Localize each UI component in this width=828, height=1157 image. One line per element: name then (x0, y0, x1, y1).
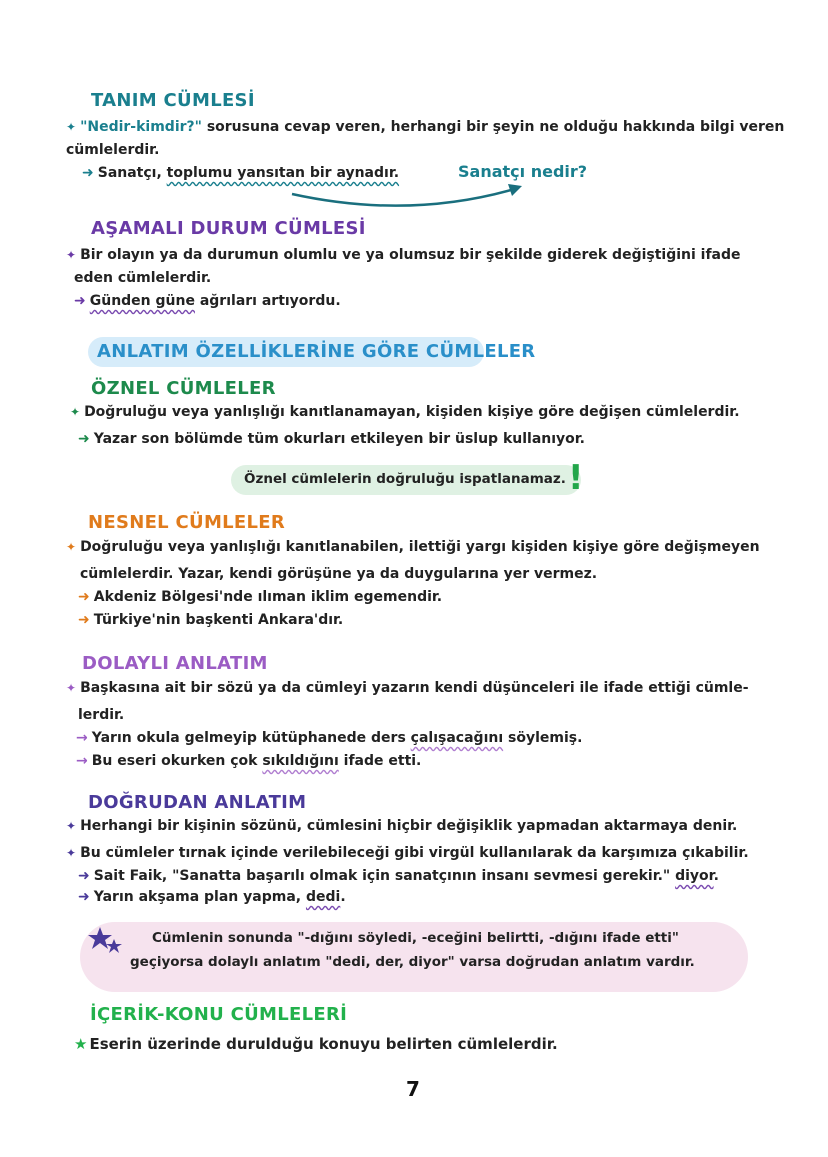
dogrudan-example1-pre: Sait Faik, "Sanatta başarılı olmak için sanatçının insanı sevmesi gerekir." (93, 868, 676, 884)
dogrudan-example1-underlined: diyor (675, 868, 714, 884)
arrow-right-icon: ➜ (78, 431, 90, 447)
dolayli-example2-underlined: sıkıldığını (262, 753, 339, 769)
asamali-line2: eden cümlelerdir. (74, 270, 212, 286)
sparkle-icon: ✦ (66, 819, 77, 833)
tanim-line1-rest: sorusuna cevap veren, herhangi bir şeyin ne olduğu hakkında bilgi veren (201, 119, 785, 135)
sparkle-icon: ✦ (70, 405, 81, 419)
dogrudan-line2 (66, 845, 749, 861)
dolayli-example1 (76, 730, 582, 746)
heading-oznel: ÖZNEL CÜMLELER (91, 378, 276, 399)
dogrudan-example1 (78, 868, 719, 884)
sparkle-icon: ✦ (66, 681, 77, 695)
nesnel-example2 (78, 612, 343, 628)
arrow-right-icon: → (76, 730, 88, 746)
dolayli-example1-pre: Yarın okula gelmeyip kütüphanede ders (91, 730, 411, 746)
icerik-line1-text: Eserin üzerinde durulduğu konuyu belirten cümlelerdir. (89, 1035, 558, 1053)
asamali-example-rest: ağrıları artıyordu. (194, 293, 341, 309)
icerik-line1 (74, 1035, 558, 1053)
nesnel-line2: cümlelerdir. Yazar, kendi görüşüne ya da duygularına yer vermez. (80, 566, 598, 582)
arrow-right-icon: ➜ (78, 868, 90, 884)
sparkle-icon: ✦ (66, 540, 77, 554)
sparkle-icon: ✦ (66, 846, 77, 860)
dogrudan-line2-text: Bu cümleler tırnak içinde verilebileceği gibi virgül kullanılarak da karşımıza çıkabilir. (80, 845, 749, 861)
heading-asamali: AŞAMALI DURUM CÜMLESİ (91, 218, 366, 239)
heading-nesnel: NESNEL CÜMLELER (88, 512, 286, 533)
nesnel-line1 (66, 539, 760, 555)
nesnel-line1-text: Doğruluğu veya yanlışlığı kanıtlanabilen, ilettiği yargı kişiden kişiye göre değişmeyen (80, 539, 760, 555)
heading-icerik: İÇERİK-KONU CÜMLELERİ (90, 1004, 348, 1025)
asamali-example (74, 293, 341, 309)
dolayli-example1-underlined: çalışacağını (410, 730, 504, 746)
arrow-right-icon: ➜ (74, 293, 86, 309)
arrow-right-icon: ➜ (82, 165, 94, 181)
heading-tanim: TANIM CÜMLESİ (91, 90, 255, 111)
dogrudan-example2-post: . (340, 889, 346, 905)
dolayli-example1-post: söylemiş. (503, 730, 583, 746)
dolayli-example2-pre: Bu eseri okurken çok (91, 753, 263, 769)
curved-arrow-icon (290, 180, 530, 212)
nesnel-example1 (78, 589, 442, 605)
tanim-example (82, 165, 399, 181)
asamali-example-underlined: Günden güne (89, 293, 195, 309)
oznel-example-text: Yazar son bölümde tüm okurları etkileyen bir üslup kullanıyor. (93, 431, 585, 447)
exclamation-icon: ! (568, 458, 584, 498)
arrow-right-icon: ➜ (78, 612, 90, 628)
dolayli-line1-text: Başkasına ait bir sözü ya da cümleyi yazarın kendi düşünceleri ile ifade ettiği cümle- (80, 680, 749, 696)
dogrudan-line1 (66, 818, 737, 834)
dolayli-line1 (66, 680, 749, 696)
dogrudan-example1-post: . (713, 868, 719, 884)
dogrudan-example2-underlined: dedi (305, 889, 341, 905)
star-icon: ★ (74, 1035, 88, 1053)
anlatim-banner: ANLATIM ÖZELLİKLERİNE GÖRE CÜMLELER (97, 341, 536, 362)
dolayli-example2-post: ifade etti. (338, 753, 422, 769)
arrow-right-icon: → (76, 753, 88, 769)
arrow-right-icon: ➜ (78, 889, 90, 905)
tanim-example-underlined: toplumu yansıtan bir aynadır. (166, 165, 400, 181)
dogrudan-line1-text: Herhangi bir kişinin sözünü, cümlesini hiçbir değişiklik yapmadan aktarmaya denir. (80, 818, 738, 834)
tanim-line1 (66, 119, 784, 135)
tanim-example-pre: Sanatçı, (97, 165, 167, 181)
tip-line2: geçiyorsa dolaylı anlatım "dedi, der, diyor" varsa doğrudan anlatım vardır. (130, 954, 695, 970)
dolayli-example2 (76, 753, 421, 769)
tanim-question: "Nedir-kimdir?" (80, 119, 202, 135)
asamali-line1 (66, 247, 741, 263)
oznel-note: Öznel cümlelerin doğruluğu ispatlanamaz. (244, 471, 566, 487)
arrow-right-icon: ➜ (78, 589, 90, 605)
sparkle-icon: ✦ (66, 120, 77, 134)
dogrudan-example2-pre: Yarın akşama plan yapma, (93, 889, 306, 905)
tip-line1: Cümlenin sonunda "-dığını söyledi, -eceğini belirtti, -dığını ifade etti" (152, 930, 679, 946)
sparkle-icon: ✦ (66, 248, 77, 262)
dolayli-line2: lerdir. (78, 707, 125, 723)
heading-dogrudan: DOĞRUDAN ANLATIM (88, 792, 307, 813)
page-number: 7 (406, 1077, 420, 1101)
nesnel-example1-text: Akdeniz Bölgesi'nde ılıman iklim egemendir. (93, 589, 443, 605)
tanim-side-note: Sanatçı nedir? (458, 162, 588, 181)
asamali-line1-text: Bir olayın ya da durumun olumlu ve ya olumsuz bir şekilde giderek değiştiğini ifade (80, 247, 741, 263)
dogrudan-example2 (78, 889, 346, 905)
nesnel-example2-text: Türkiye'nin başkenti Ankara'dır. (93, 612, 344, 628)
oznel-line1-text: Doğruluğu veya yanlışlığı kanıtlanamayan, kişiden kişiye göre değişen cümlelerdir. (84, 404, 740, 420)
oznel-line1 (70, 404, 740, 420)
stars-icon (88, 925, 124, 961)
oznel-example (78, 431, 585, 447)
heading-dolayli: DOLAYLI ANLATIM (82, 653, 268, 674)
tanim-line2: cümlelerdir. (66, 142, 160, 158)
